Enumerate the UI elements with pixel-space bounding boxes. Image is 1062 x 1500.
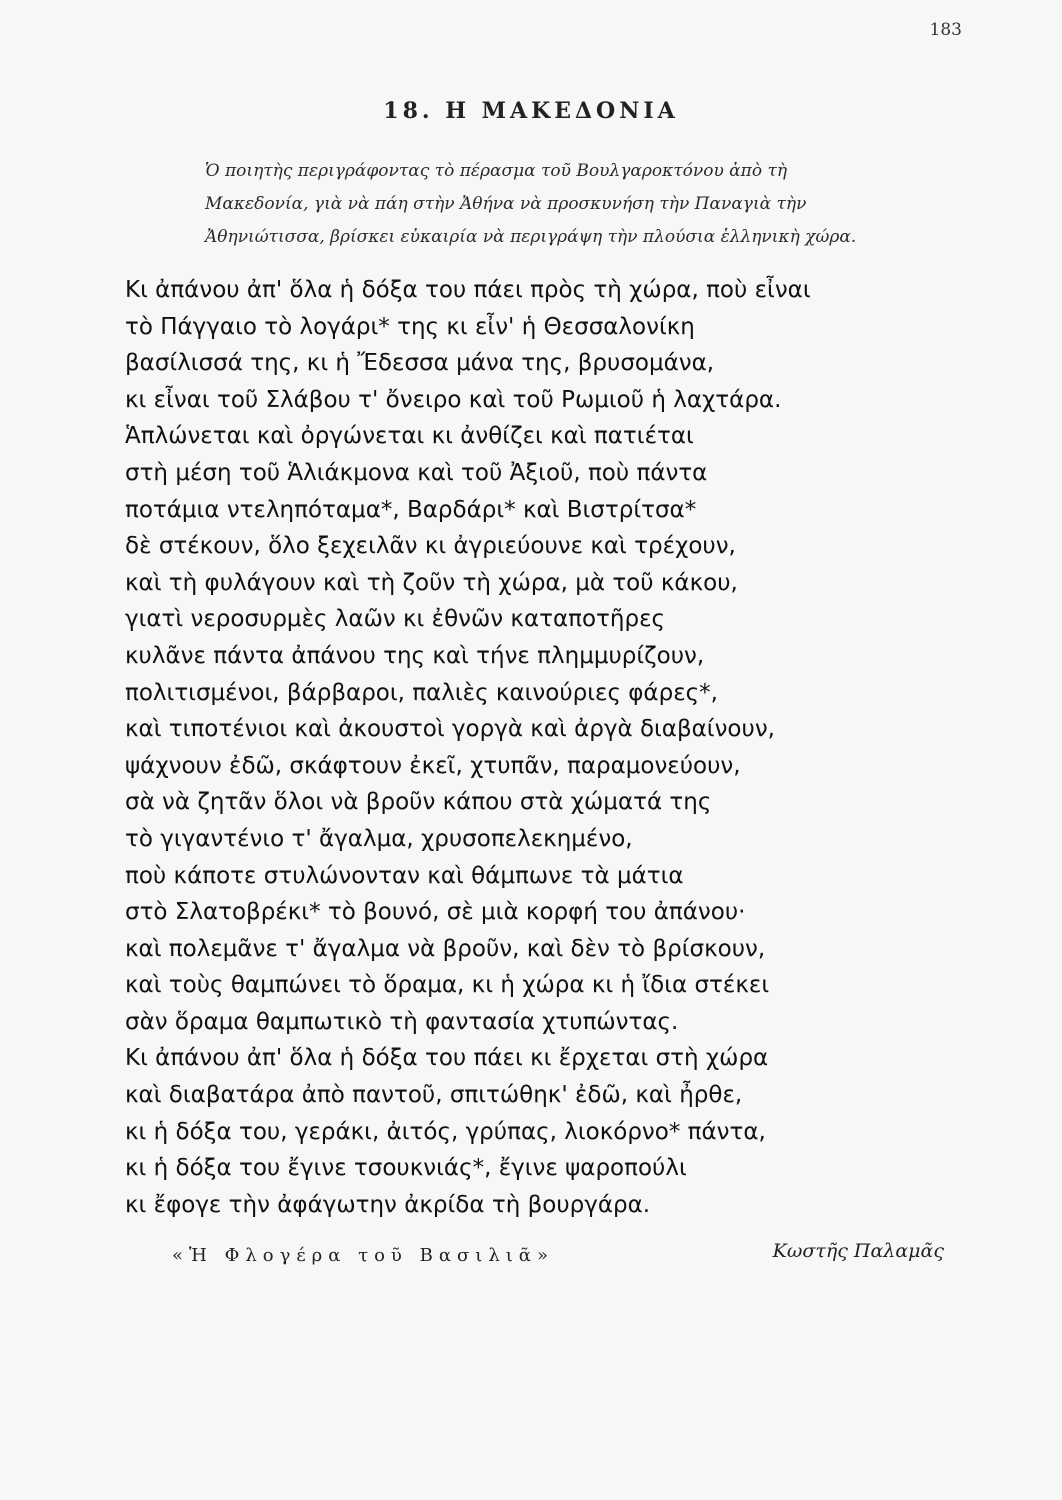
poem-line: καὶ τοὺς θαμπώνει τὸ ὅραμα, κι ἡ χώρα κι ἡ ἴδια στέκει bbox=[125, 972, 770, 999]
poem-line: ψάχνουν ἐδῶ, σκάφτουν ἐκεῖ, χτυπᾶν, παραμονεύουν, bbox=[125, 752, 741, 779]
poem-line: σὰν ὅραμα θαμπωτικὸ τὴ φαντασία χτυπώντας. bbox=[125, 1008, 679, 1035]
source-title: «Ἡ Φλογέρα τοῦ Βασιλιᾶ» bbox=[172, 1245, 554, 1266]
poem-line: καὶ πολεμᾶνε τ' ἄγαλμα νὰ βροῦν, καὶ δὲν τὸ βρίσκουν, bbox=[125, 935, 766, 962]
intro-line: Μακεδονία, γιὰ νὰ πάη στὴν Ἀθήνα νὰ προσκυνήση τὴν Παναγιὰ τὴν bbox=[205, 194, 807, 214]
poem-line: τὸ Πάγγαιο τὸ λογάρι* της κι εἶν' ἡ Θεσσαλονίκη bbox=[125, 313, 695, 340]
poem-line: στὸ Σλατοβρέκι* τὸ βουνό, σὲ μιὰ κορφή του ἀπάνου· bbox=[125, 899, 746, 926]
poem-line: κι εἶναι τοῦ Σλάβου τ' ὄνειρο καὶ τοῦ Ρωμιοῦ ἡ λαχτάρα. bbox=[125, 386, 782, 413]
poem-line: κι ἡ δόξα του, γεράκι, ἀιτός, γρύπας, λιοκόρνο* πάντα, bbox=[125, 1118, 766, 1145]
poem-line: στὴ μέση τοῦ Ἁλιάκμονα καὶ τοῦ Ἀξιοῦ, ποὺ πάντα bbox=[125, 459, 708, 486]
poem-line: Ἁπλώνεται καὶ ὀργώνεται κι ἀνθίζει καὶ πατιέται bbox=[125, 423, 694, 450]
poem-line: ποτάμια ντεληπόταμα*, Βαρδάρι* καὶ Βιστρίτσα* bbox=[125, 496, 697, 523]
poem-line: ποὺ κάποτε στυλώνονταν καὶ θάμπωνε τὰ μάτια bbox=[125, 862, 684, 889]
author-name: Κωστῆς Παλαμᾶς bbox=[772, 1240, 944, 1262]
poem-line: καὶ διαβατάρα ἀπὸ παντοῦ, σπιτώθηκ' ἐδῶ, καὶ ἦρθε, bbox=[125, 1082, 743, 1109]
poem-line: καὶ τιποτένιοι καὶ ἀκουστοὶ γοργὰ καὶ ἀργὰ διαβαίνουν, bbox=[125, 716, 775, 743]
poem-line: σὰ νὰ ζητᾶν ὅλοι νὰ βροῦν κάπου στὰ χώματά της bbox=[125, 789, 712, 816]
intro-paragraph bbox=[205, 155, 950, 254]
poem-line: κυλᾶνε πάντα ἀπάνου της καὶ τήνε πλημμυρίζουν, bbox=[125, 642, 705, 669]
poem-line: τὸ γιγαντένιο τ' ἄγαλμα, χρυσοπελεκημένο, bbox=[125, 825, 633, 852]
poem-line: πολιτισμένοι, βάρβαροι, παλιὲς καινούριες φάρες*, bbox=[125, 679, 718, 706]
poem-line: Κι ἀπάνου ἀπ' ὅλα ἡ δόξα του πάει πρὸς τὴ χώρα, ποὺ εἶναι bbox=[125, 277, 811, 303]
page-number: 183 bbox=[929, 20, 962, 40]
poem-line: γιατὶ νεροσυρμὲς λαῶν κι ἐθνῶν καταποτῆρες bbox=[125, 606, 666, 633]
poem-body bbox=[125, 272, 945, 1223]
intro-line: Ὁ ποιητὴς περιγράφοντας τὸ πέρασμα τοῦ Βουλγαροκτόνου ἀπὸ τὴ bbox=[205, 161, 788, 181]
poem-line: Κι ἀπάνου ἀπ' ὅλα ἡ δόξα του πάει κι ἔρχεται στὴ χώρα bbox=[125, 1045, 769, 1072]
poem-line: κι ἔφογε τὴν ἀφάγωτην ἀκρίδα τὴ βουργάρα. bbox=[125, 1191, 651, 1218]
chapter-title: 18. Η ΜΑΚΕΔΟΝΙΑ bbox=[383, 98, 679, 124]
poem-line: δὲ στέκουν, ὅλο ξεχειλᾶν κι ἀγριεύουνε καὶ τρέχουν, bbox=[125, 533, 736, 560]
poem-line: κι ἡ δόξα του ἔγινε τσουκνιάς*, ἔγινε ψαροπούλι bbox=[125, 1155, 687, 1182]
intro-line: Ἀθηνιώτισσα, βρίσκει εὐκαιρία νὰ περιγράψη τὴν πλούσια ἑλληνικὴ χώρα. bbox=[205, 227, 857, 247]
poem-line: βασίλισσά της, κι ἡ Ἔδεσσα μάνα της, βρυσομάνα, bbox=[125, 350, 715, 377]
poem-line: καὶ τὴ φυλάγουν καὶ τὴ ζοῦν τὴ χώρα, μὰ τοῦ κάκου, bbox=[125, 569, 738, 596]
